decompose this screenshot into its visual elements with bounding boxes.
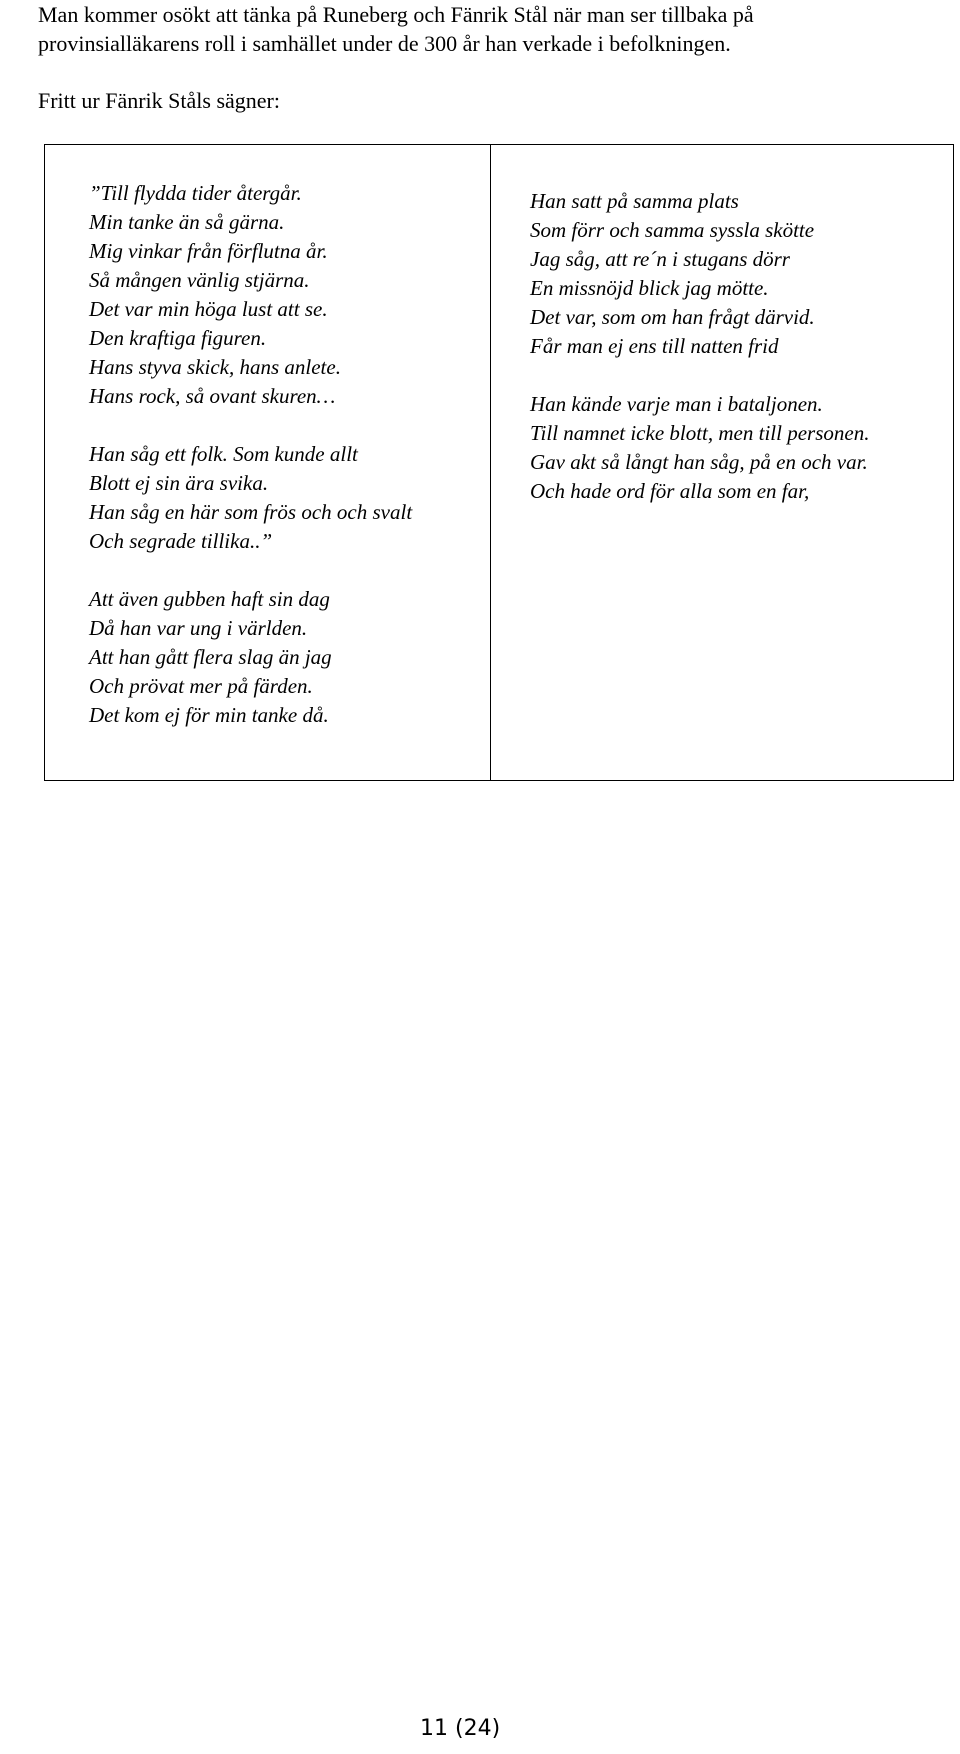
poem-left-column [45,145,491,780]
stanza [89,440,490,556]
poem-line: Jag såg, att re´n i stugans dörr [530,247,790,271]
poem-line: Den kraftiga figuren. [89,326,267,350]
poem-line: Och prövat mer på färden. [89,674,313,698]
stanza [530,390,933,506]
intro-line: Man kommer osökt att tänka på Runeberg och Fänrik Stål när man ser tillbaka på [38,2,754,27]
poem-line: Gav akt så långt han såg, på en och var. [530,450,868,474]
intro-paragraph [38,0,938,58]
poem-line: Det var, som om han frågt därvid. [530,305,815,329]
poem-line: Att även gubben haft sin dag [89,587,330,611]
stanza [530,187,933,361]
poem-line: Han kände varje man i bataljonen. [530,392,823,416]
poem-line: Min tanke än så gärna. [89,210,285,234]
poem-line: Han såg ett folk. Som kunde allt [89,442,358,466]
intro-line: provinsialläkarens roll i samhället under de 300 år han verkade i befolkningen. [38,31,731,56]
poem-line: Mig vinkar från förflutna år. [89,239,328,263]
poem-right-column [491,145,953,780]
poem-line: Hans rock, så ovant skuren… [89,384,336,408]
poem-line: Att han gått flera slag än jag [89,645,332,669]
stanza [89,179,490,411]
poem-line: Hans styva skick, hans anlete. [89,355,341,379]
poem-line: En missnöjd blick jag mötte. [530,276,769,300]
poem-line: Då han var ung i världen. [89,616,308,640]
poem-line: Får man ej ens till natten frid [530,334,779,358]
poem-line: Till namnet icke blott, men till personen. [530,421,870,445]
poem-line: Han såg en här som frös och och svalt [89,500,413,524]
poem-line: Han satt på samma plats [530,189,739,213]
poem-line: Det kom ej för min tanke då. [89,703,329,727]
poem-line: Det var min höga lust att se. [89,297,328,321]
page-number: 11 (24) [420,1716,501,1741]
poem-table [44,144,954,781]
poem-line: Så mången vänlig stjärna. [89,268,310,292]
stanza [89,585,490,730]
poem-line: Som förr och samma syssla skötte [530,218,815,242]
poem-line: Och segrade tillika..” [89,529,273,553]
poem-source-heading: Fritt ur Fänrik Ståls sägner: [38,88,280,113]
poem-line: Och hade ord för alla som en far, [530,479,810,503]
poem-line: ”Till flydda tider återgår. [89,181,302,205]
poem-line: Blott ej sin ära svika. [89,471,269,495]
